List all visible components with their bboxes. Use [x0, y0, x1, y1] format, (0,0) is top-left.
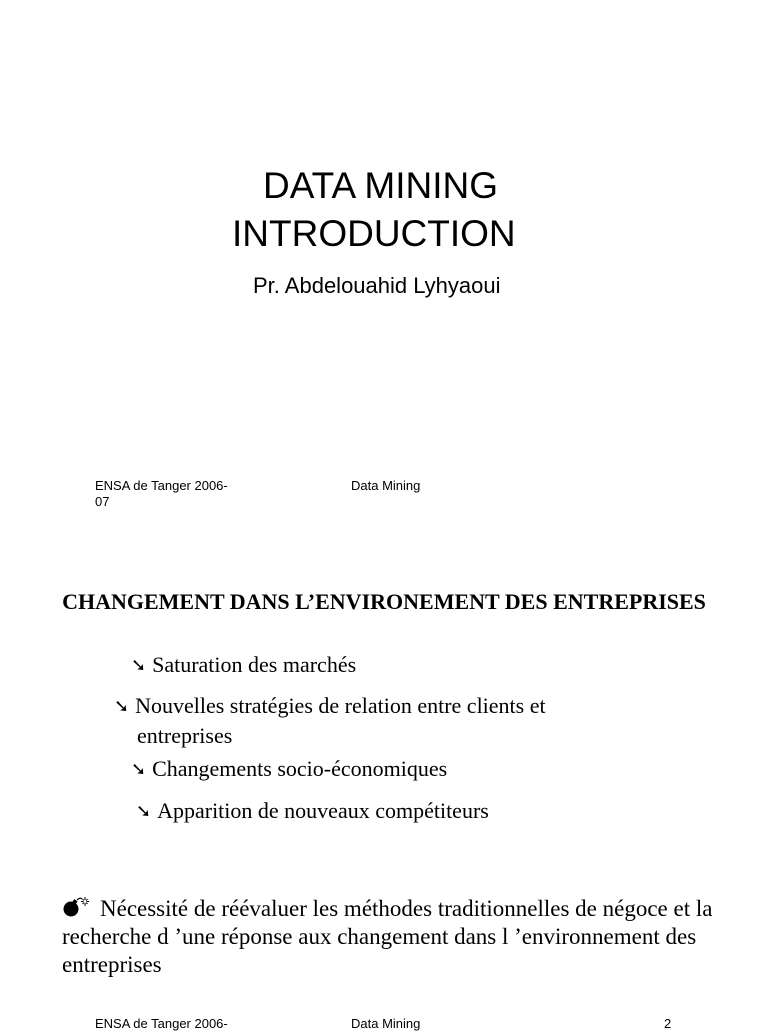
arrow-down-right-icon: ➘ [136, 801, 152, 822]
list-item [131, 651, 356, 681]
list-item-text-continued: entreprises [137, 723, 233, 748]
slide-title-line-2: INTRODUCTION [232, 213, 516, 254]
footer-institution: ENSA de Tanger 2006- [95, 1016, 228, 1031]
section-heading: CHANGEMENT DANS L’ENVIRONEMENT DES ENTREPRISES [62, 589, 706, 614]
page-number: 2 [664, 1016, 672, 1031]
list-item-text: Changements socio-économiques [152, 756, 448, 781]
list-item-text: Nouvelles stratégies de relation entre clients et [135, 693, 546, 718]
arrow-down-right-icon: ➘ [131, 655, 147, 676]
note-text: Nécessité de réévaluer les méthodes traditionnelles de négoce et la recherche d ’une réponse aux changement dans l ’environnement des entreprises [62, 896, 713, 977]
arrow-down-right-icon: ➘ [131, 759, 147, 780]
list-item-text: Apparition de nouveaux compétiteurs [157, 798, 489, 823]
footer-course: Data Mining [351, 478, 421, 493]
slide-title-line-1: DATA MINING [263, 165, 499, 206]
list-item [114, 692, 674, 750]
footer-course: Data Mining [351, 1016, 421, 1031]
list-item-text: Saturation des marchés [152, 652, 357, 677]
list-item [131, 755, 447, 785]
list-item [136, 797, 489, 827]
footer-institution: ENSA de Tanger 2006-07 [95, 478, 228, 509]
note-paragraph [62, 895, 722, 979]
arrow-down-right-icon: ➘ [114, 696, 130, 717]
slide-author: Pr. Abdelouahid Lyhyaoui [253, 273, 501, 298]
bomb-icon [62, 896, 92, 918]
